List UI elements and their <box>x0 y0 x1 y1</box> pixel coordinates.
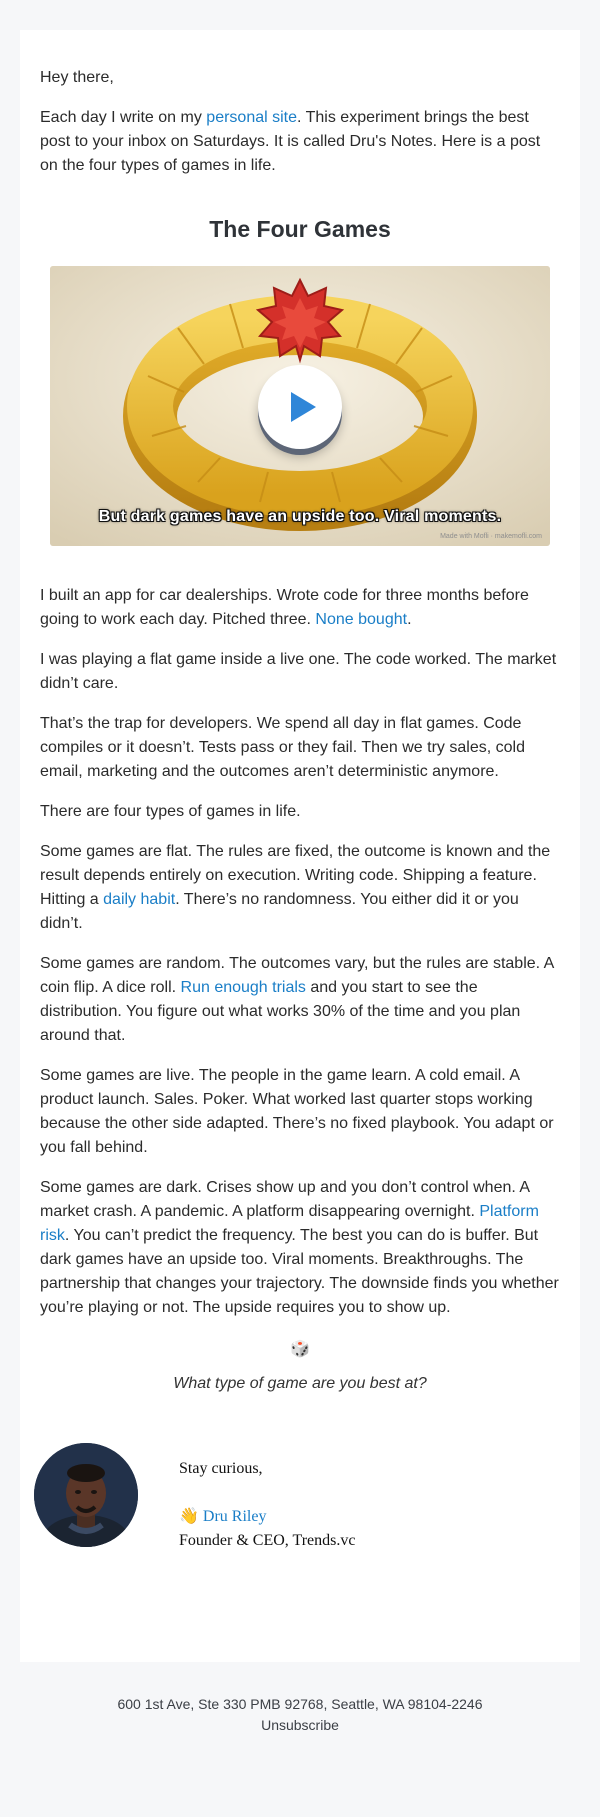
paragraph-random-games <box>40 952 560 1048</box>
greeting: Hey there, <box>40 69 114 86</box>
paragraph-text: Some games are flat. The rules are fixed, the outcome is known and the result depends entirely on execution. Writing code. Shipping a feature. Hitting a <box>40 843 551 908</box>
intro-text-start: Each day I write on my <box>40 109 207 126</box>
none-bought-link[interactable]: None bought <box>315 611 408 628</box>
daily-habit-link[interactable]: daily habit <box>103 891 176 908</box>
signature-name-line <box>179 1505 355 1529</box>
dice-icon: 🎲 <box>290 1341 310 1358</box>
paragraph-developer-trap: That’s the trap for developers. We spend all day in flat games. Code compiles or it doesn’t. Tests pass or they fail. Then we try sales, cold email, marketing and the outcomes aren’t deterministic anymore. <box>40 715 525 780</box>
paragraph-text: Some games are random. The outcomes vary, but the rules are stable. A coin flip. A dice roll. <box>40 955 554 996</box>
avatar <box>34 1443 138 1547</box>
signature-text <box>179 1457 355 1553</box>
signoff: Stay curious, <box>179 1460 263 1477</box>
video-caption: But dark games have an upside too. Viral moments. <box>98 508 502 525</box>
unsubscribe-link[interactable]: Unsubscribe <box>261 1717 339 1733</box>
personal-site-link[interactable]: personal site <box>206 109 298 126</box>
paragraph-four-types: There are four types of games in life. <box>40 803 301 820</box>
email-card <box>20 30 580 1662</box>
run-enough-trials-link[interactable]: Run enough trials <box>180 979 306 996</box>
platform-risk-link[interactable]: Platform risk <box>40 1203 539 1244</box>
signature-block <box>34 1443 534 1563</box>
intro-text-end: . This experiment brings the best post to your inbox on Saturdays. It is called Dru's Notes. Here is a post on the four types of games in life. <box>40 109 541 174</box>
post-title: The Four Games <box>209 216 391 242</box>
paragraph-flat-games <box>40 840 560 936</box>
play-icon <box>291 392 316 422</box>
paragraph-text: . You can’t predict the frequency. The best you can do is buffer. But dark games have an upside too. Viral moments. Breakthroughs. The partnership that changes your trajectory. The downside finds you whether you’re playing or not. The upside requires you to show up. <box>40 1227 559 1316</box>
author-photo <box>34 1443 138 1547</box>
author-name-link[interactable]: Dru Riley <box>202 1508 267 1525</box>
paragraph-text: and you start to see the distribution. You figure out what works 30% of the time and you plan around that. <box>40 979 521 1044</box>
email-footer <box>0 1694 600 1736</box>
intro-paragraph <box>40 106 560 178</box>
video-thumbnail[interactable] <box>50 266 550 546</box>
paragraph-car-dealerships <box>40 584 560 632</box>
footer-address: 600 1st Ave, Ste 330 PMB 92768, Seattle, WA 98104-2246 <box>117 1696 483 1712</box>
paragraph-text: I built an app for car dealerships. Wrote code for three months before going to work each day. Pitched three. <box>40 587 529 628</box>
paragraph-text: Some games are dark. Crises show up and you don’t control when. A market crash. A pandemic. A platform disappearing overnight. <box>40 1179 530 1220</box>
paragraph-text: . <box>407 611 412 628</box>
paragraph-flat-game: I was playing a flat game inside a live one. The code worked. The market didn’t care. <box>40 651 557 692</box>
paragraph-dark-games <box>40 1176 560 1320</box>
closing-question: What type of game are you best at? <box>173 1375 427 1392</box>
paragraph-text: . There’s no randomness. You either did it or you didn’t. <box>40 891 519 932</box>
wave-icon: 👋 <box>179 1508 199 1525</box>
paragraph-live-games: Some games are live. The people in the game learn. A cold email. A product launch. Sales. Poker. What worked last quarter stops working because the other side adapted. There’s no fixed playbook. You adapt or you fall behind. <box>40 1067 554 1156</box>
video-watermark: Made with Mofli · makemofli.com <box>440 533 542 540</box>
author-role: Founder & CEO, Trends.vc <box>179 1532 356 1549</box>
play-button[interactable] <box>258 365 342 449</box>
